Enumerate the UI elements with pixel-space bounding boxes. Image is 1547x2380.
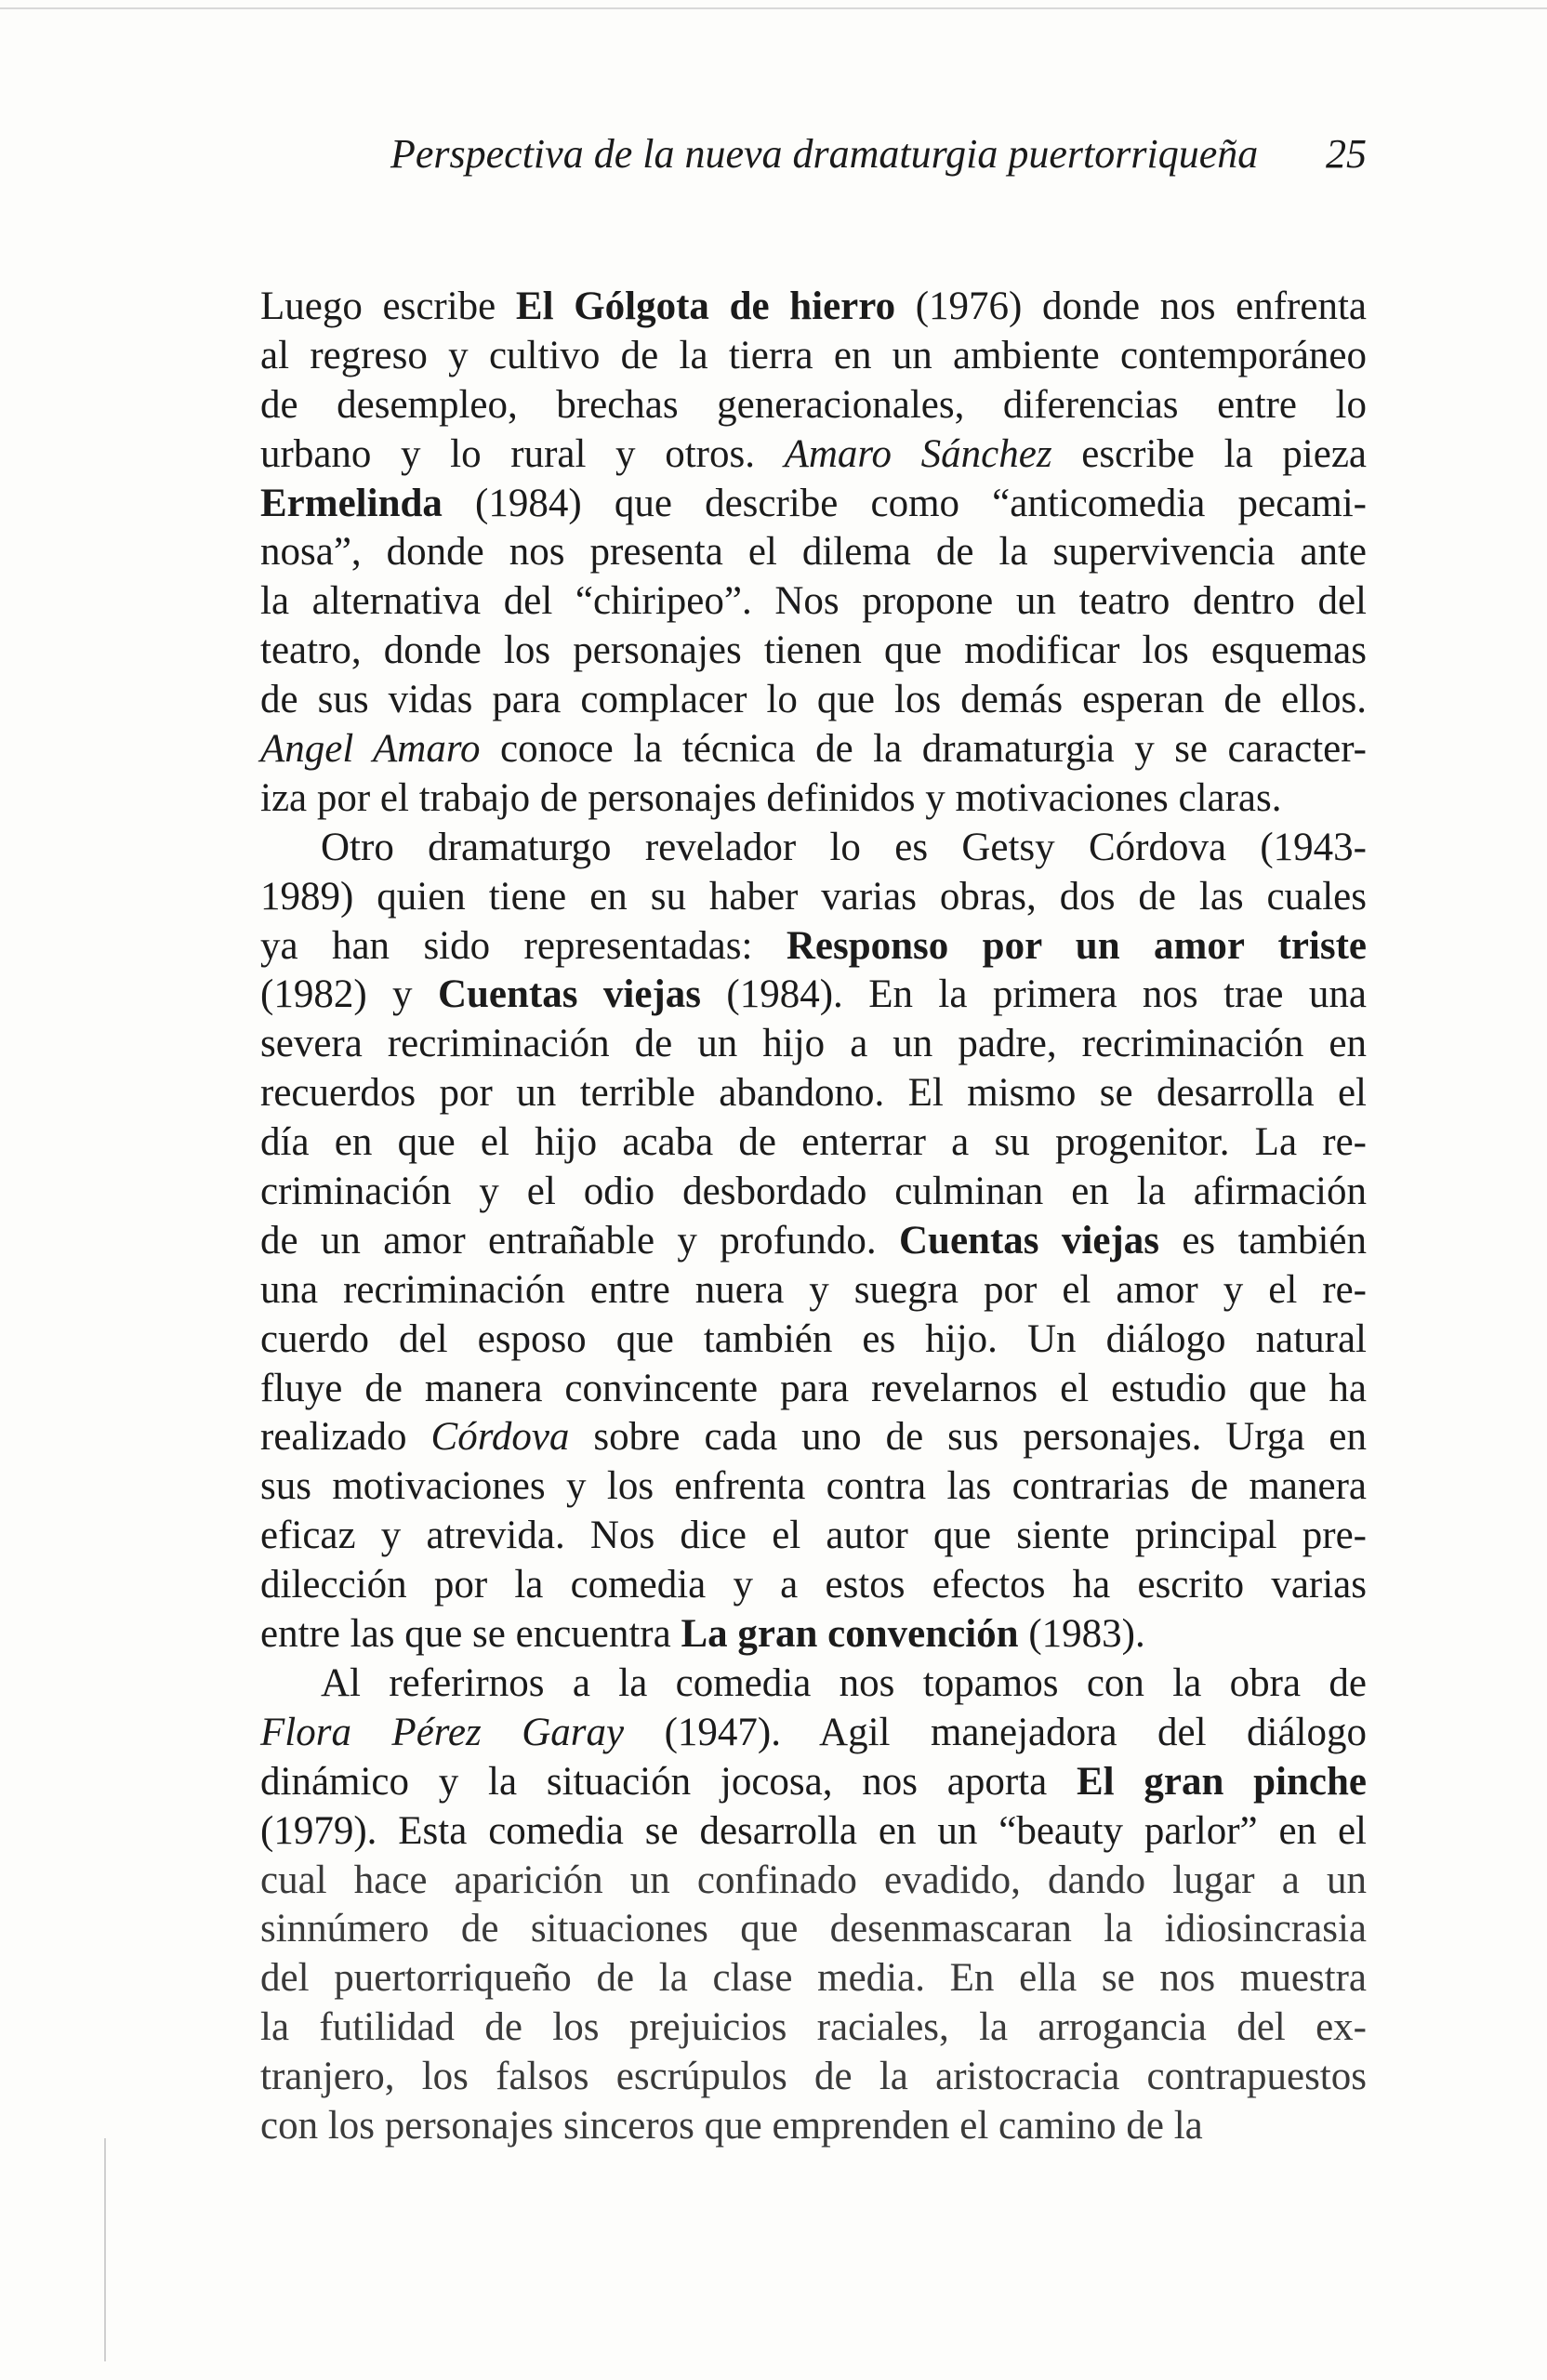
text-line: [260, 1857, 1367, 1906]
text-run: (1984). En la primera nos trae una: [701, 972, 1368, 1017]
text-run: Luego escribe: [260, 284, 516, 328]
running-title: Perspectiva de la nueva dramaturgia puertorriqueña: [390, 131, 1259, 177]
text-run: conoce la técnica de la dramaturgia y se caracter-: [480, 727, 1368, 772]
text-line: [260, 1118, 1367, 1168]
text-run: severa recriminación de un hijo a un padre, recriminación en: [260, 1022, 1367, 1066]
text-run: de sus vidas para complacer lo que los demás esperan de ellos.: [260, 678, 1367, 722]
text-line: [260, 577, 1367, 627]
text-line: [260, 1365, 1367, 1414]
running-header: [260, 130, 1367, 186]
text-line: [260, 283, 1367, 332]
text-run: es también: [1158, 1218, 1368, 1263]
work-title: El Gólgota de hierro: [515, 284, 896, 328]
text-line: [260, 774, 1367, 824]
text-run: (1982) y: [260, 972, 438, 1017]
text-run: eficaz y atrevida. Nos dice el autor que siente principal pre-: [260, 1514, 1367, 1558]
text-run: dilección por la comedia y a estos efectos ha escrito varias: [260, 1563, 1367, 1607]
text-line: [260, 1954, 1367, 2003]
body-text: [260, 283, 1367, 2151]
text-line: [260, 1266, 1367, 1316]
text-run: dinámico y la situación jocosa, nos aporta: [260, 1759, 1077, 1804]
text-line: [260, 824, 1367, 873]
text-line: [260, 1512, 1367, 1561]
text-run: entre las que se encuentra: [260, 1612, 681, 1657]
text-line: [260, 1905, 1367, 1954]
text-line: [260, 676, 1367, 725]
paragraph: [260, 824, 1367, 1659]
text-run: una recriminación entre nuera y suegra por el amor y el re-: [260, 1267, 1367, 1312]
text-run: de desempleo, brechas generacionales, diferencias entre lo: [260, 382, 1367, 427]
text-line: [260, 627, 1367, 676]
text-run: de un amor entrañable y profundo.: [260, 1218, 899, 1263]
text-run: realizado: [260, 1415, 431, 1460]
text-line: [260, 1462, 1367, 1512]
paragraph: [260, 1659, 1367, 2151]
text-run: (1979). Esta comedia se desarrolla en un “beauty parlor” en el: [260, 1808, 1367, 1853]
text-line: [260, 873, 1367, 922]
work-title: La gran convención: [681, 1612, 1019, 1657]
text-line: [260, 332, 1367, 381]
author-name: Córdova: [430, 1415, 570, 1460]
text-run: teatro, donde los personajes tienen que modificar los esquemas: [260, 628, 1367, 673]
author-name: Amaro Sánchez: [784, 431, 1052, 476]
text-run: urbano y lo rural y otros.: [260, 431, 785, 476]
author-name: Angel Amaro: [260, 727, 481, 772]
text-run: al regreso y cultivo de la tierra en un ambiente contemporáneo: [260, 333, 1367, 377]
text-run: sus motivaciones y los enfrenta contra las contrarias de manera: [260, 1464, 1367, 1509]
text-run: criminación y el odio desbordado culminan en la afirmación: [260, 1170, 1367, 1214]
text-line: [260, 528, 1367, 577]
text-run: (1983).: [1018, 1612, 1145, 1657]
text-line: [260, 2003, 1367, 2053]
text-run: Otro dramaturgo revelador lo es Getsy Córdova (1943-: [321, 825, 1367, 869]
text-run: día en que el hijo acaba de enterrar a su progenitor. La re-: [260, 1120, 1367, 1165]
text-run: tranjero, los falsos escrúpulos de la aristocracia contrapuestos: [260, 2055, 1367, 2099]
text-line: [260, 2053, 1367, 2102]
text-run: Al referirnos a la comedia nos topamos con la obra de: [321, 1660, 1367, 1705]
text-run: recuerdos por un terrible abandono. El mismo se desarrolla el: [260, 1071, 1367, 1116]
text-run: la alternativa del “chiripeo”. Nos propone un teatro dentro del: [260, 579, 1367, 624]
text-run: nosa”, donde nos presenta el dilema de la supervivencia ante: [260, 530, 1367, 575]
work-title: Responso por un amor triste: [786, 923, 1368, 968]
paragraph: [260, 283, 1367, 824]
text-run: cual hace aparición un confinado evadido, dando lugar a un: [260, 1858, 1367, 1902]
text-line: [260, 1659, 1367, 1709]
scan-top-edge: [0, 7, 1547, 9]
text-run: con los personajes sinceros que emprenden el camino de la: [260, 2103, 1203, 2148]
work-title: Cuentas viejas: [437, 972, 701, 1017]
text-run: la futilidad de los prejuicios raciales, la arrogancia del ex-: [260, 2005, 1367, 2050]
text-line: [260, 1561, 1367, 1610]
text-line: [260, 1020, 1367, 1069]
text-run: fluye de manera convincente para revelarnos el estudio que ha: [260, 1366, 1367, 1410]
text-run: sinnúmero de situaciones que desenmascaran la idiosincrasia: [260, 1907, 1367, 1951]
text-run: iza por el trabajo de personajes definidos y motivaciones claras.: [260, 775, 1282, 820]
text-run: (1984) que describe como “anticomedia pecami-: [442, 481, 1367, 525]
text-line: [260, 971, 1367, 1020]
text-line: [260, 1758, 1367, 1807]
work-title: Ermelinda: [260, 481, 443, 525]
text-line: [260, 1413, 1367, 1462]
text-line: [260, 1168, 1367, 1217]
text-line: [260, 1610, 1367, 1659]
author-name: Flora Pérez Garay: [260, 1710, 625, 1754]
text-line: [260, 1709, 1367, 1758]
scan-left-edge: [104, 2138, 106, 2361]
text-line: [260, 1069, 1367, 1118]
text-line: [260, 381, 1367, 430]
text-line: [260, 1807, 1367, 1857]
text-run: sobre cada uno de sus personajes. Urga en: [569, 1415, 1367, 1460]
text-run: (1976) donde nos enfrenta: [895, 284, 1367, 328]
work-title: Cuentas viejas: [899, 1218, 1159, 1263]
text-line: [260, 1217, 1367, 1266]
text-line: [260, 430, 1367, 480]
work-title: El gran pinche: [1076, 1759, 1367, 1804]
text-run: del puertorriqueño de la clase media. En ella se nos muestra: [260, 1956, 1367, 2001]
text-line: [260, 2102, 1367, 2151]
text-run: ya han sido representadas:: [260, 923, 787, 968]
text-line: [260, 922, 1367, 972]
page-number: 25: [1326, 131, 1367, 177]
text-run: 1989) quien tiene en su haber varias obras, dos de las cuales: [260, 874, 1367, 919]
text-run: escribe la pieza: [1051, 431, 1367, 476]
text-line: [260, 480, 1367, 529]
text-run: (1947). Agil manejadora del diálogo: [624, 1710, 1367, 1754]
text-line: [260, 725, 1367, 774]
text-line: [260, 1316, 1367, 1365]
text-run: cuerdo del esposo que también es hijo. Un diálogo natural: [260, 1316, 1367, 1361]
